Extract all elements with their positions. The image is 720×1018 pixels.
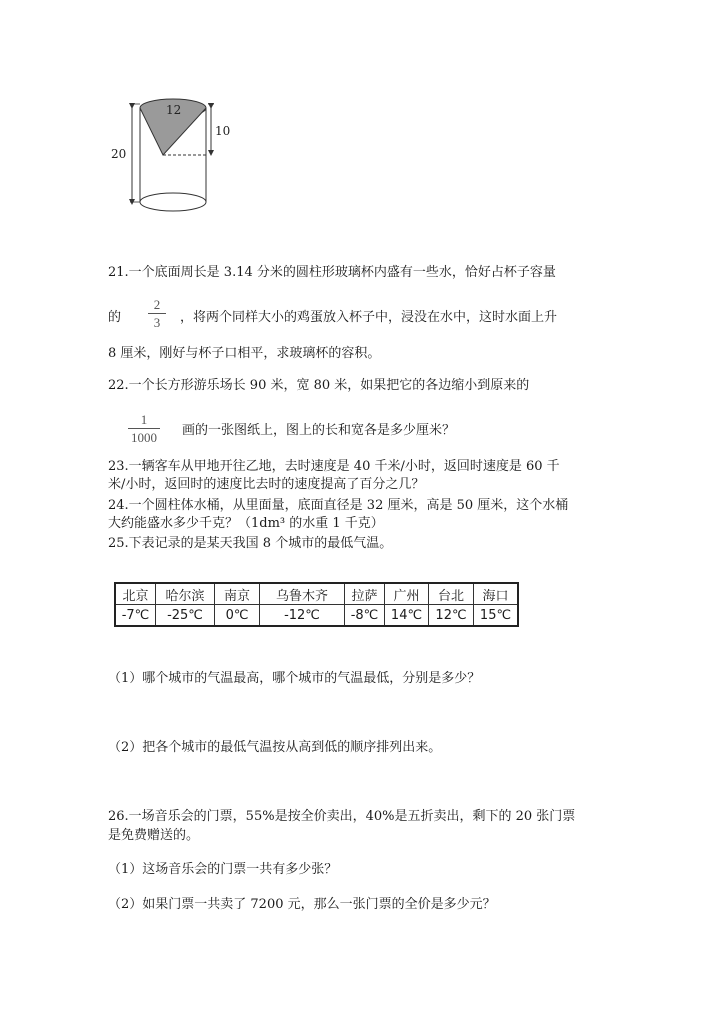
- city-cell: 北京: [115, 583, 156, 605]
- dim-top-label: 12: [166, 103, 182, 117]
- q21-fraction: [148, 297, 166, 330]
- dim-right-label: 10: [215, 124, 231, 138]
- temp-cell: 14℃: [385, 605, 429, 627]
- q26-line2: 是免费赠送的。: [108, 828, 200, 843]
- q24-line2: 大约能盛水多少千克？（1dm³ 的水重 1 千克）: [108, 516, 384, 531]
- q22-fraction: [128, 412, 160, 445]
- city-cell: 哈尔滨: [156, 583, 215, 605]
- q23-line1: 23.一辆客车从甲地开往乙地，去时速度是 40 千米/小时，返回时速度是 60 千: [108, 459, 560, 474]
- q21-line2: ，将两个同样大小的鸡蛋放入杯子中，浸没在水中，这时水面上升: [180, 310, 558, 325]
- q21-frac-den: 3: [153, 315, 161, 330]
- q22-frac-bar: [128, 428, 160, 429]
- table-value-row: [115, 605, 518, 627]
- city-cell: 台北: [429, 583, 474, 605]
- q22-frac-num: 1: [140, 412, 148, 427]
- q22-line2: 画的一张图纸上，图上的长和宽各是多少厘米？: [182, 423, 456, 438]
- q24-line1: 24.一个圆柱体水桶，从里面量，底面直径是 32 厘米，高是 50 厘米，这个水桶: [108, 498, 569, 513]
- temp-cell: 12℃: [429, 605, 474, 627]
- dim-left-label: 20: [111, 147, 127, 161]
- temperature-table: [114, 582, 519, 627]
- q21-prefix: 的: [108, 310, 122, 325]
- temp-cell: -12℃: [260, 605, 345, 627]
- q21-line1: 21.一个底面周长是 3.14 分米的圆柱形玻璃杯内盛有一些水，恰好占杯子容量: [108, 265, 556, 280]
- q26-line1: 26.一场音乐会的门票，55%是按全价卖出，40%是五折卖出，剩下的 20 张门票: [108, 809, 576, 824]
- temp-cell: -8℃: [345, 605, 385, 627]
- city-cell: 拉萨: [345, 583, 385, 605]
- q22-frac-den: 1000: [131, 430, 157, 445]
- q26-sub1: （1）这场音乐会的门票一共有多少张？: [108, 862, 338, 877]
- city-cell: 海口: [474, 583, 519, 605]
- q25-line1: 25.下表记录的是某天我国 8 个城市的最低气温。: [108, 536, 393, 551]
- temp-cell: -25℃: [156, 605, 215, 627]
- q25-sub1: （1）哪个城市的气温最高，哪个城市的气温最低，分别是多少？: [108, 671, 481, 686]
- temp-cell: 15℃: [474, 605, 519, 627]
- q22-line1: 22.一个长方形游乐场长 90 米，宽 80 米，如果把它的各边缩小到原来的: [108, 378, 530, 393]
- temp-cell: -7℃: [115, 605, 156, 627]
- q23-line2: 米/小时，返回时的速度比去时的速度提高了百分之几？: [108, 477, 425, 492]
- q26-sub2: （2）如果门票一共卖了 7200 元，那么一张门票的全价是多少元？: [108, 897, 496, 912]
- city-cell: 乌鲁木齐: [260, 583, 345, 605]
- table-header-row: [115, 583, 518, 605]
- city-cell: 南京: [215, 583, 260, 605]
- cylinder-cone-figure: [108, 92, 231, 217]
- q21-line3: 8 厘米，刚好与杯子口相平，求玻璃杯的容积。: [108, 346, 381, 361]
- temp-cell: 0℃: [215, 605, 260, 627]
- q25-sub2: （2）把各个城市的最低气温按从高到低的顺序排列出来。: [108, 740, 442, 755]
- q21-frac-num: 2: [153, 297, 161, 312]
- q21-frac-bar: [148, 313, 166, 314]
- city-cell: 广州: [385, 583, 429, 605]
